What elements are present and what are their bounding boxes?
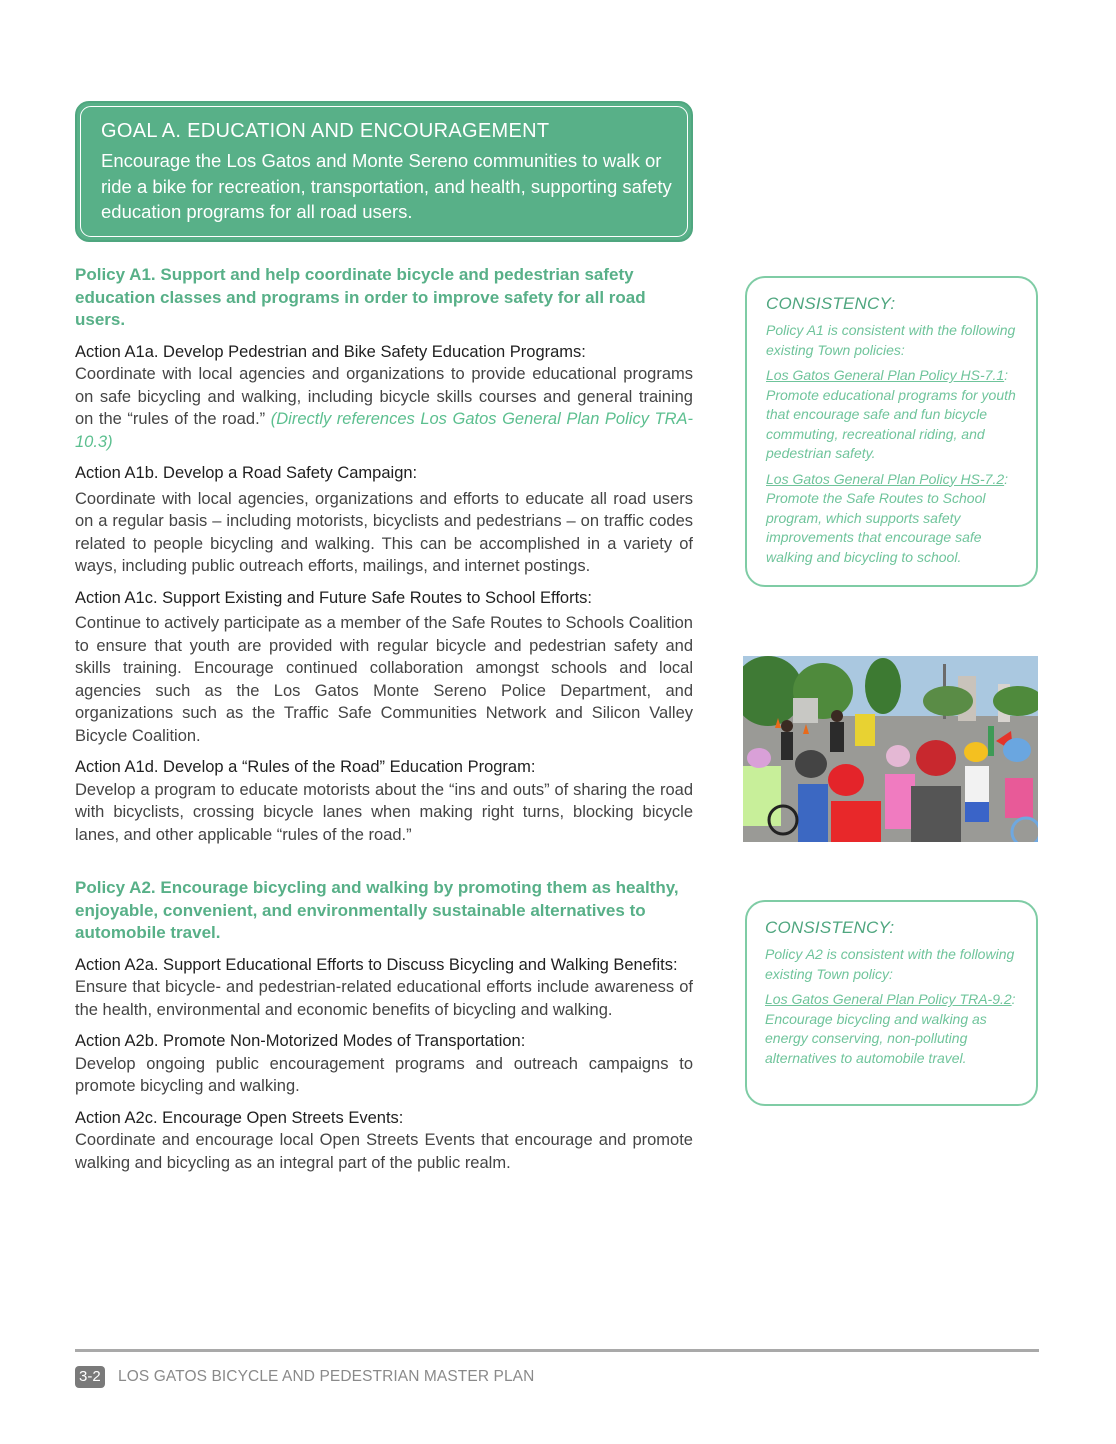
action-title: Action A2c. Encourage Open Streets Events:: [75, 1108, 404, 1127]
action-a1b: [75, 462, 693, 578]
action-body: Coordinate and encourage local Open Streets Events that encourage and promote walking and bicycling as an integral part of the public realm.: [75, 1131, 693, 1172]
action-title: Action A1c. Support Existing and Future Safe Routes to School Efforts:: [75, 588, 592, 607]
consistency-title: CONSISTENCY:: [765, 918, 895, 937]
action-a1d: [75, 756, 693, 846]
policy-a2: [75, 877, 693, 1174]
consistency-intro: Policy A2 is consistent with the following existing Town policy:: [765, 946, 1015, 982]
policy-title: Policy A2. Encourage bicycling and walking by promoting them as healthy, enjoyable, convenient, and environmentally sustainable alternatives to automobile travel.: [75, 878, 679, 942]
policy-link-hs-7-2[interactable]: Los Gatos General Plan Policy HS-7.2: [766, 470, 1005, 487]
consistency-item-text: : Promote the Safe Routes to School program, which supports safety improvements that encourage safe walking and bicycling to school.: [766, 470, 1009, 565]
plan-reference: (Directly references Los Gatos General Plan Policy TRA-10.3): [75, 410, 693, 451]
action-body: Ensure that bicycle- and pedestrian-related educational efforts include awareness of the health, environmental and economic benefits of bicycling and walking.: [75, 978, 693, 1019]
action-title: Action A1a. Develop Pedestrian and Bike Safety Education Programs:: [75, 342, 586, 361]
consistency-item-text: : Promote educational programs for youth that encourage safe and fun bicycle commuting, recreational riding, and pedestrian safety.: [766, 367, 1016, 461]
action-title: Action A1d. Develop a “Rules of the Road” Education Program:: [75, 758, 536, 776]
consistency-box-a1: [745, 276, 1038, 587]
main-content: [75, 264, 693, 1174]
goal-box: [75, 101, 693, 242]
consistency-title: CONSISTENCY:: [766, 294, 896, 313]
policy-link-tra-9-2[interactable]: Los Gatos General Plan Policy TRA-9.2: [765, 991, 1012, 1007]
photo-illustration: [743, 656, 1038, 842]
consistency-item: [766, 470, 1024, 568]
action-title: Action A1b. Develop a Road Safety Campaign:: [75, 464, 418, 482]
action-title: Action A2a. Support Educational Efforts to Discuss Bicycling and Walking Benefits:: [75, 955, 678, 974]
photo-children-bike-training: [743, 656, 1038, 842]
action-body: Coordinate with local agencies, organizations and efforts to educate all road users on a regular basis – including motorists, bicyclists and pedestrians – on traffic codes related to people bicycling and walking. This can be accomplished in a variety of ways, including public outreach efforts, mailings, and internet postings.: [75, 489, 693, 575]
footer-divider: [75, 1349, 1039, 1352]
action-body: Develop ongoing public encouragement programs and outreach campaigns to promote bicycling and walking.: [75, 1054, 693, 1095]
consistency-intro: Policy A1 is consistent with the following existing Town policies:: [766, 322, 1016, 358]
action-body: Continue to actively participate as a member of the Safe Routes to Schools Coalition to ensure that youth are provided with regular bicycle and pedestrian safety and skills training. Encourage continued collaboration amongst schools and local agencies such as the Los Gatos Monte Sereno Police Department, and organizations such as the Traffic Safe Communities Network and Silicon Valley Bicycle Coalition.: [75, 614, 693, 745]
policy-a1: [75, 264, 693, 846]
consistency-item: [766, 366, 1024, 464]
policy-link-hs-7-1[interactable]: Los Gatos General Plan Policy HS-7.1: [766, 367, 1005, 383]
goal-description: Encourage the Los Gatos and Monte Sereno communities to walk or ride a bike for recreation, transportation, and health, supporting safety education programs for all road users.: [101, 150, 672, 222]
action-title: Action A2b. Promote Non-Motorized Modes of Transportation:: [75, 1032, 526, 1050]
policy-title: Policy A1. Support and help coordinate bicycle and pedestrian safety education classes and programs in order to improve safety for all road users.: [75, 265, 646, 329]
action-body: [75, 363, 693, 453]
action-a1a: [75, 341, 693, 454]
consistency-item: [765, 990, 1024, 1068]
action-a2c: [75, 1107, 693, 1175]
action-a2a: [75, 954, 693, 1022]
footer-document-title: LOS GATOS BICYCLE AND PEDESTRIAN MASTER PLAN: [118, 1368, 535, 1385]
goal-title: GOAL A. EDUCATION AND ENCOURAGEMENT: [101, 120, 550, 142]
consistency-box-a2: [745, 900, 1038, 1106]
action-a2b: [75, 1030, 693, 1098]
action-body-text: Coordinate with local agencies and organizations to provide educational programs on safe bicycling and walking, including bicycle skills courses and general training on the “rules of the road.”: [75, 365, 693, 428]
action-a1c: [75, 587, 693, 748]
page-number-badge: 3-2: [75, 1366, 105, 1388]
action-body: Develop a program to educate motorists about the “ins and outs” of sharing the road with bicyclists, crossing bicycle lanes when making right turns, blocking bicycle lanes, and other applicable “rules of the road.”: [75, 780, 693, 844]
consistency-item-text: : Encourage bicycling and walking as energy conserving, non-polluting alternatives to automobile travel.: [765, 991, 1016, 1066]
